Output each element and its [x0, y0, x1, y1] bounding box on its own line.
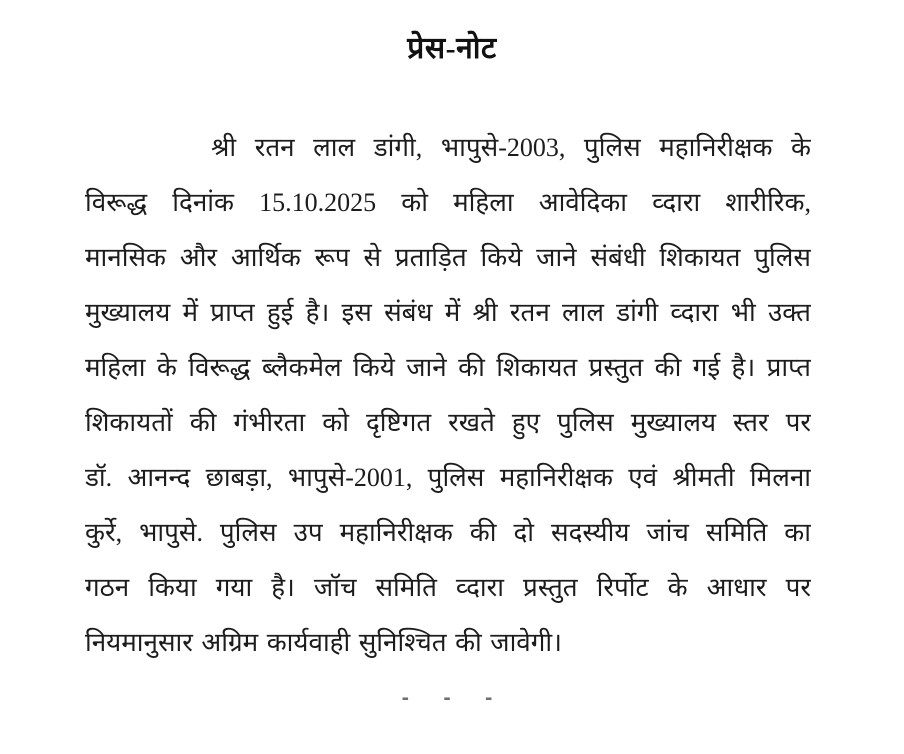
paragraph-line: विरूद्ध दिनांक 15.10.2025 को महिला आवेदिका व्दारा शारीरिक, [85, 188, 811, 217]
paragraph-line: नियमानुसार अग्रिम कार्यवाही सुनिश्चित की जावेगी। [85, 628, 562, 657]
page-title: प्रेस-नोट [407, 32, 497, 65]
paragraph-line: गठन किया गया है। जॉच समिति व्दारा प्रस्तुत रिर्पोट के आधार पर [85, 573, 811, 602]
paragraph-line: मुख्यालय में प्राप्त हुई है। इस संबंध में श्री रतन लाल डांगी व्दारा भी उक्त [85, 298, 811, 327]
paragraph-line: श्री रतन लाल डांगी, भापुसे-2003, पुलिस महानिरीक्षक के [211, 133, 811, 162]
paragraph-line: महिला के विरूद्ध ब्लैकमेल किये जाने की शिकायत प्रस्तुत की गई है। प्राप्त [85, 353, 811, 382]
paragraph-line: शिकायतों की गंभीरता को दृष्टिगत रखते हुए पुलिस मुख्यालय स्तर पर [85, 408, 811, 437]
paragraph-line: मानसिक और आर्थिक रूप से प्रताड़ित किये जाने संबंधी शिकायत पुलिस [85, 243, 811, 272]
footer-separator: - - - [399, 688, 505, 709]
press-note-paragraph [85, 120, 811, 670]
paragraph-line: डॉ. आनन्द छाबड़ा, भापुसे-2001, पुलिस महानिरीक्षक एवं श्रीमती मिलना [85, 463, 811, 492]
paragraph-line: कुर्रे, भापुसे. पुलिस उप महानिरीक्षक की दो सदस्यीय जांच समिति का [85, 518, 811, 547]
